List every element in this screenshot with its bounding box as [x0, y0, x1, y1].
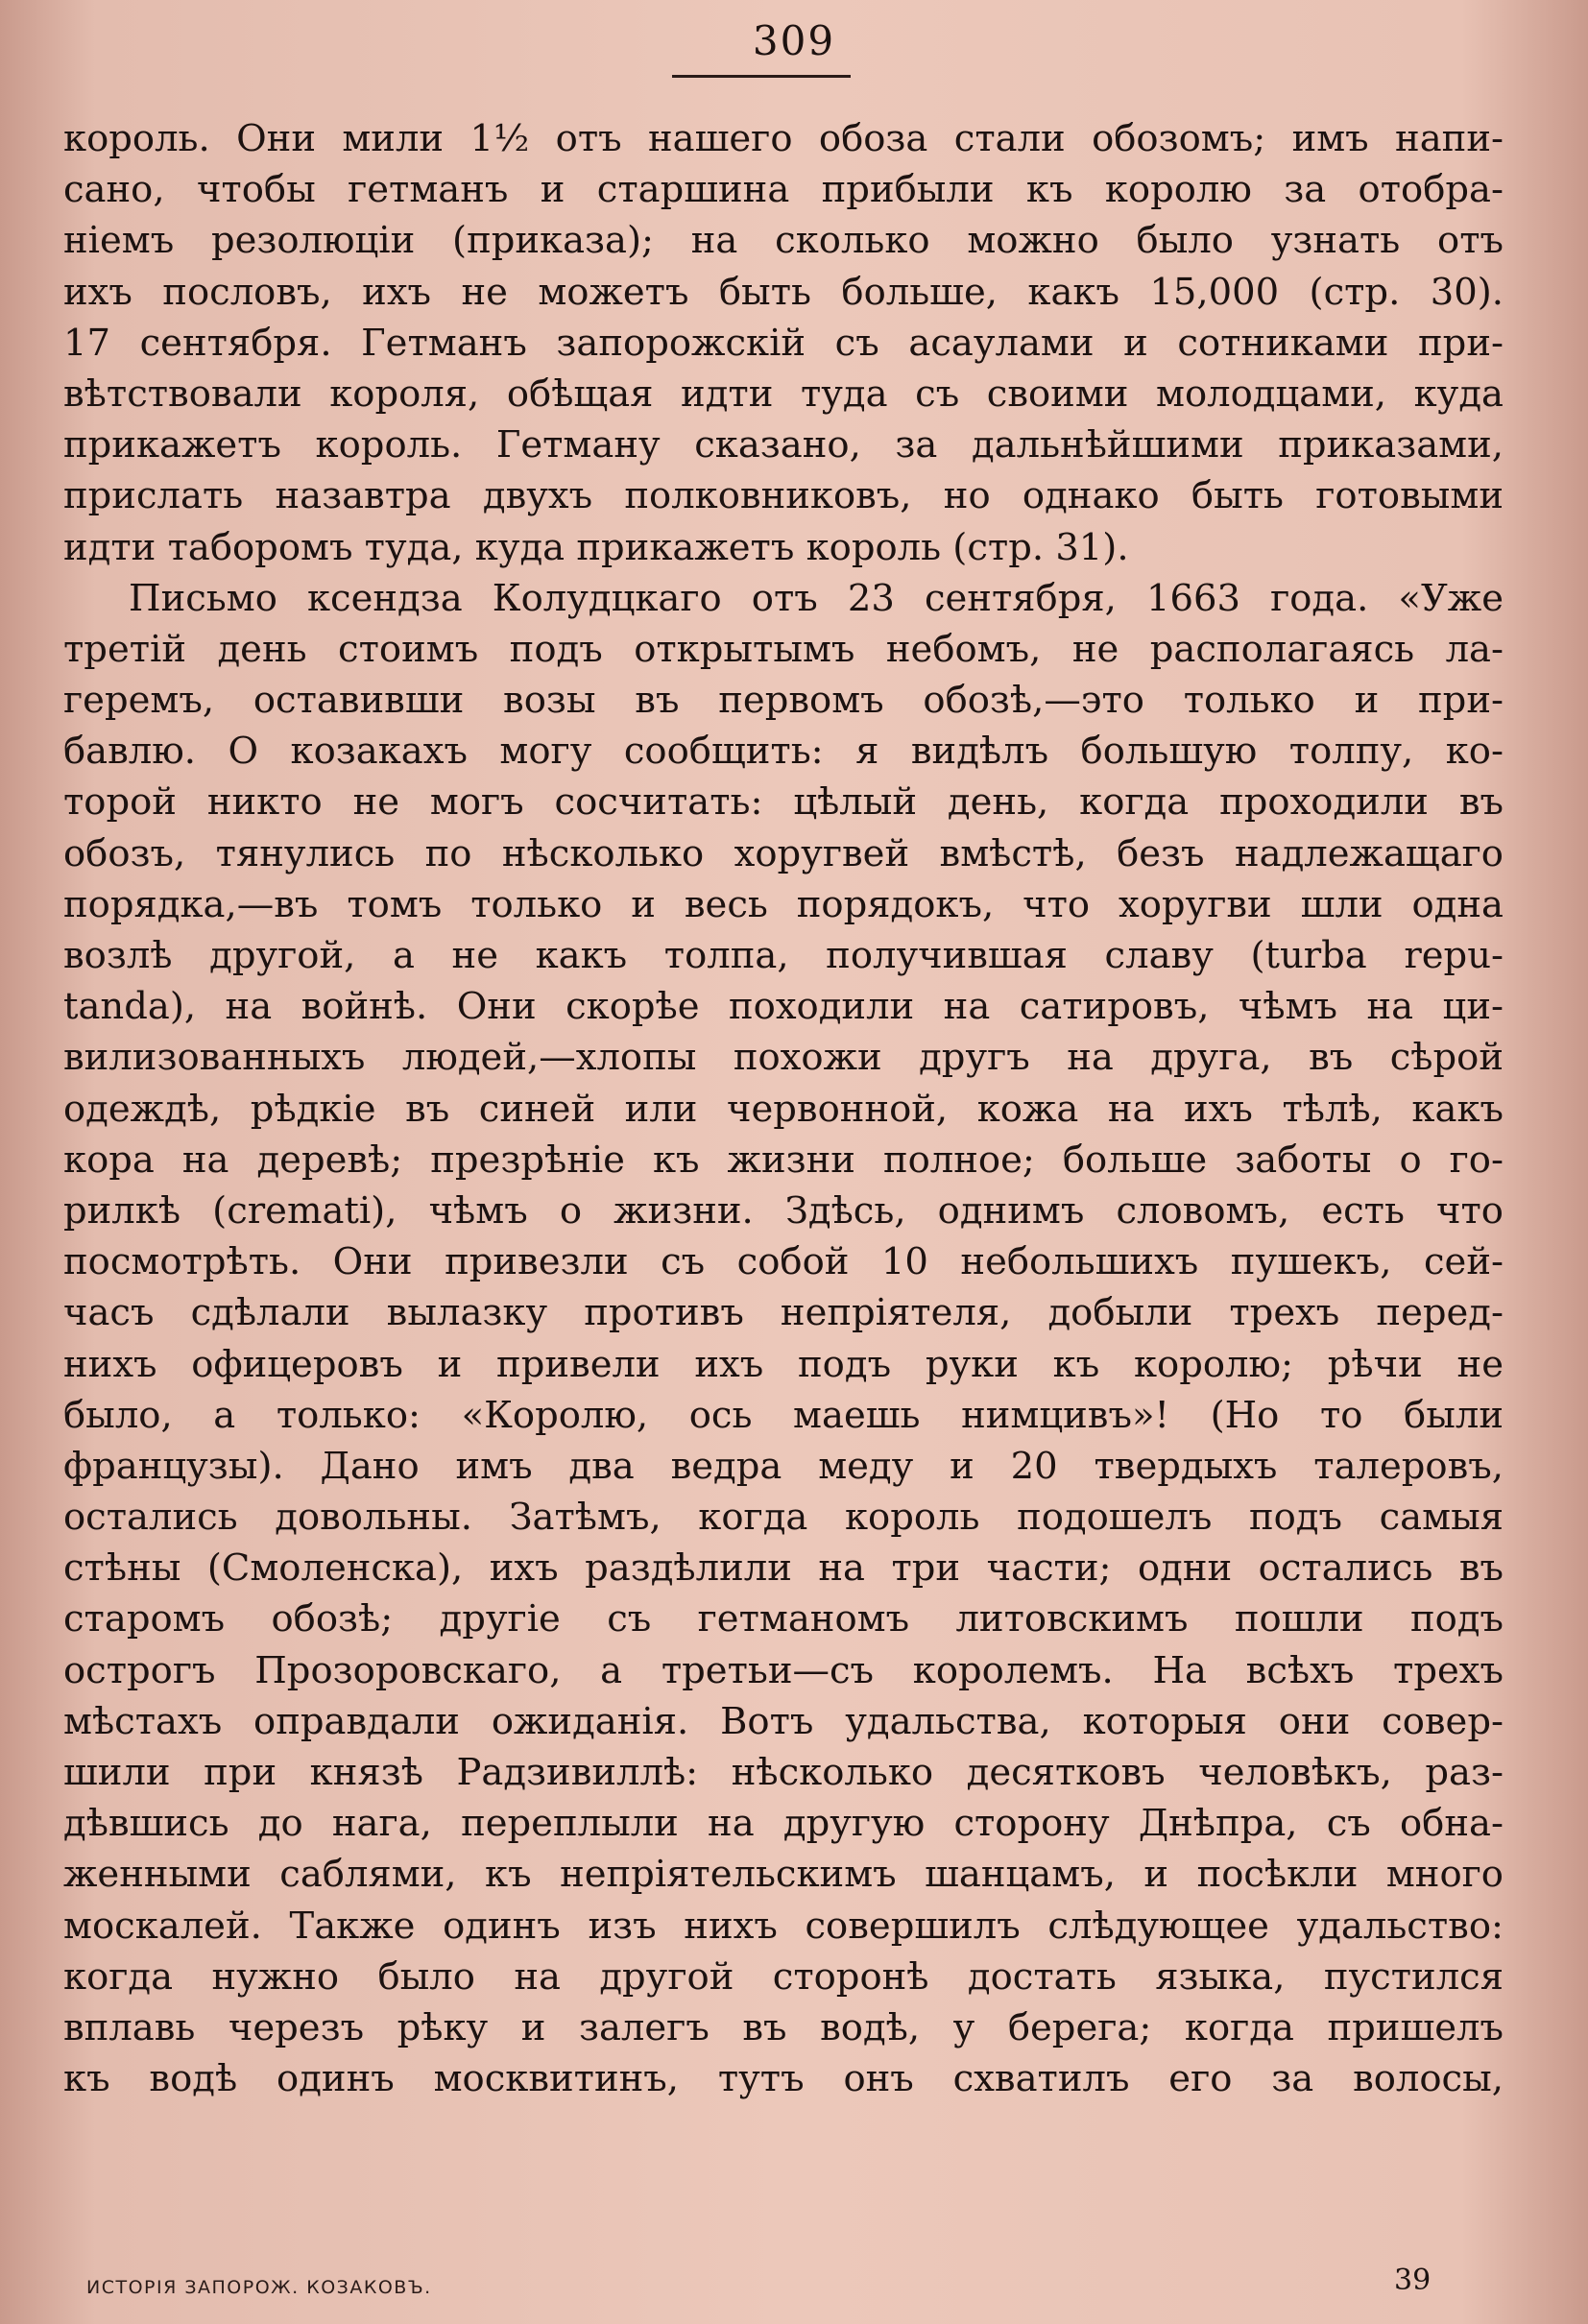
text-line: 17 сентября. Гетманъ запорожскій съ асаулами и сотниками при-: [63, 321, 1504, 365]
text-line: остались довольны. Затѣмъ, когда король подошелъ подъ самыя: [63, 1496, 1504, 1540]
text-line: острогъ Прозоровскаго, а третьи—съ королемъ. На всѣхъ трехъ: [63, 1648, 1504, 1692]
text-line: сано, чтобы гетманъ и старшина прибыли къ королю за отобра-: [63, 168, 1504, 212]
text-line: женными саблями, къ непріятельскимъ шанцамъ, и посѣкли много: [63, 1853, 1504, 1897]
text-line: третій день стоимъ подъ открытымъ небомъ, не располагаясь ла-: [63, 627, 1504, 671]
text-line: посмотрѣть. Они привезли съ собой 10 небольшихъ пушекъ, сей-: [63, 1240, 1504, 1284]
text-line: король. Они мили 1½ отъ нашего обоза стали обозомъ; имъ напи-: [63, 117, 1504, 160]
text-line: рилкѣ (cremati), чѣмъ о жизни. Здѣсь, однимъ словомъ, есть что: [63, 1188, 1504, 1233]
page-number: 309: [752, 17, 836, 64]
text-line: къ водѣ одинъ москвитинъ, тутъ онъ схватилъ его за волосы,: [63, 2057, 1504, 2101]
text-line: вѣтствовали короля, обѣщая идти туда съ своими молодцами, куда: [63, 371, 1504, 416]
text-line: французы). Дано имъ два ведра меду и 20 твердыхъ талеровъ,: [63, 1444, 1504, 1488]
text-line: старомъ обозѣ; другіе съ гетманомъ литовскимъ пошли подъ: [63, 1597, 1504, 1641]
text-line: бавлю. О козакахъ могу сообщить: я видѣлъ большую толпу, ко-: [63, 730, 1504, 774]
text-line: одеждѣ, рѣдкіе въ синей или червонной, кожа на ихъ тѣлѣ, какъ: [63, 1087, 1504, 1131]
text-line: Письмо ксендза Колудцкаго отъ 23 сентября, 1663 года. «Уже: [129, 576, 1504, 620]
text-line: когда нужно было на другой сторонѣ достать языка, пустился: [63, 1954, 1504, 1999]
text-line: часъ сдѣлали вылазку противъ непріятеля, добыли трехъ перед-: [63, 1291, 1504, 1335]
text-line: вилизованныхъ людей,—хлопы похожи другъ на друга, въ сѣрой: [63, 1036, 1504, 1080]
signature-mark: ИСТОРІЯ ЗАПОРОЖ. КОЗАКОВЪ.: [86, 2277, 432, 2298]
signature-number: 39: [1394, 2264, 1432, 2297]
text-line: шили при князѣ Радзивиллѣ: нѣсколько десятковъ человѣкъ, раз-: [63, 1751, 1504, 1794]
text-line: мѣстахъ оправдали ожиданія. Вотъ удальства, которыя они совер-: [63, 1699, 1504, 1743]
text-line: нихъ офицеровъ и привели ихъ подъ руки къ королю; рѣчи не: [63, 1342, 1504, 1386]
text-line: кора на деревѣ; презрѣніе къ жизни полное; больше заботы о го-: [63, 1138, 1504, 1182]
header-rule: [672, 75, 851, 78]
text-line: москалей. Также одинъ изъ нихъ совершилъ слѣдующее удальство:: [63, 1904, 1504, 1948]
text-line: порядка,—въ томъ только и весь порядокъ, что хоругви шли одна: [63, 882, 1504, 926]
text-line: вплавь черезъ рѣку и залегъ въ водѣ, у берега; когда пришелъ: [63, 2005, 1504, 2049]
text-line: дѣвшись до нага, переплыли на другую сторону Днѣпра, съ обна-: [63, 1802, 1504, 1846]
text-line: торой никто не могъ сосчитать: цѣлый день, когда проходили въ: [63, 780, 1504, 825]
text-line: возлѣ другой, а не какъ толпа, получившая славу (turba repu-: [63, 934, 1504, 977]
text-line: ихъ пословъ, ихъ не можетъ быть больше, какъ 15,000 (стр. 30).: [63, 270, 1504, 314]
text-line: стѣны (Смоленска), ихъ раздѣлили на три части; одни остались въ: [63, 1546, 1504, 1591]
page-header: [0, 17, 1588, 64]
text-line: идти таборомъ туда, куда прикажетъ король (стр. 31).: [63, 525, 1129, 569]
text-line: обозъ, тянулись по нѣсколько хоругвей вмѣстѣ, безъ надлежащаго: [63, 831, 1504, 875]
text-line: tanda), на войнѣ. Они скорѣе походили на сатировъ, чѣмъ на ци-: [63, 985, 1504, 1029]
text-line: прикажетъ король. Гетману сказано, за дальнѣйшими приказами,: [63, 423, 1504, 467]
text-line: ніемъ резолюціи (приказа); на сколько можно было узнать отъ: [63, 219, 1504, 263]
text-line: геремъ, оставивши возы въ первомъ обозѣ,—это только и при-: [63, 679, 1504, 723]
text-line: было, а только: «Королю, ось маешь нимцивъ»! (Но то были: [63, 1393, 1504, 1437]
text-line: прислать назавтра двухъ полковниковъ, но однако быть готовыми: [63, 474, 1504, 518]
body-text: [63, 113, 1504, 2104]
page-footer: [0, 2264, 1588, 2310]
